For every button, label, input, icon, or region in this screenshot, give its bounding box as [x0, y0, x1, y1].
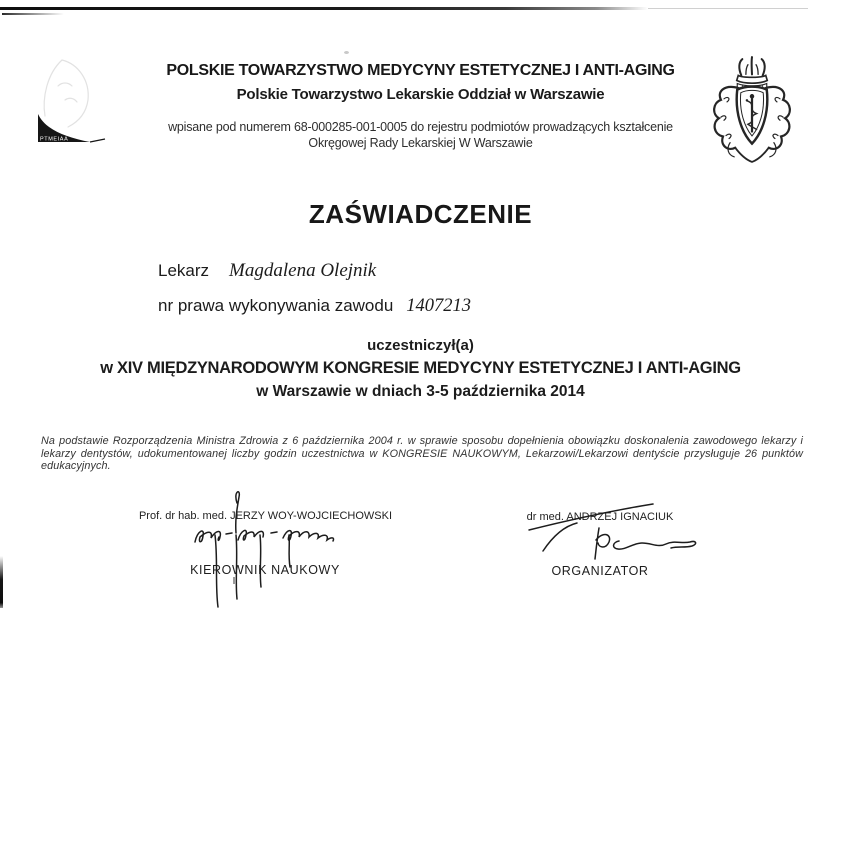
participation-line3: w Warszawie w dniach 3-5 października 2014 — [256, 383, 585, 400]
participation-line2: w XIV MIĘDZYNARODOWYM KONGRESIE MEDYCYNY ESTETYCZNEJ I ANTI-AGING — [100, 359, 741, 377]
license-label: nr prawa wykonywania zawodu — [158, 296, 394, 315]
participation-line1: uczestniczył(a) — [367, 337, 474, 354]
registration-note-line2: Okręgowej Rady Lekarskiej W Warszawie — [308, 136, 533, 150]
scan-speck — [344, 51, 349, 54]
signer-left-name: Prof. dr hab. med. JERZY WOY-WOJCIECHOWSKI — [138, 510, 393, 522]
license-row — [158, 296, 471, 317]
scan-artifact-top-line-faint — [648, 8, 808, 9]
signature-scrawl-icon — [515, 498, 715, 570]
org-name-secondary: Polskie Towarzystwo Lekarskie Oddział w Warszawie — [236, 86, 605, 103]
signature-right-handwriting — [515, 498, 715, 570]
signature-left-handwriting — [175, 487, 375, 612]
recipient-row — [158, 260, 376, 282]
recipient-name: Magdalena Olejnik — [229, 260, 377, 281]
signer-right-name: dr med. ANDRZEJ IGNACIUK — [526, 511, 674, 523]
recipient-label: Lekarz — [158, 261, 210, 280]
signer-left-role: KIEROWNIK NAUKOWY — [190, 563, 340, 577]
signer-right-role: ORGANIZATOR — [551, 564, 649, 578]
registration-note-line1: wpisane pod numerem 68-000285-001-0005 do rejestru podmiotów prowadzących kształcenie — [168, 120, 673, 134]
org-name-primary: POLSKIE TOWARZYSTWO MEDYCYNY ESTETYCZNEJ I ANTI-AGING — [166, 62, 675, 79]
scan-artifact-top-line — [0, 7, 648, 10]
legal-note: Na podstawie Rozporządzenia Ministra Zdrowia z 6 października 2004 r. w sprawie sposobu dopełnienia obowiązku doskonalenia zawodowego lekarzy i lekarzy dentystów, udokumentowanej liczby godzin uczestnictwa w KONGRESIE NAUKOWYM, Lekarzowi/Lekarzowi dentyście przysługuje 26 punktów edukacyjnych. — [41, 435, 803, 473]
document-title: ZAŚWIADCZENIE — [308, 199, 533, 229]
scan-artifact-top-tick — [2, 13, 64, 15]
scan-artifact-left-edge — [0, 556, 3, 608]
license-number: 1407213 — [406, 296, 472, 316]
ptmeiaa-logo-label: PTMEIAA — [40, 136, 69, 143]
signature-scrawl-icon — [175, 487, 375, 612]
